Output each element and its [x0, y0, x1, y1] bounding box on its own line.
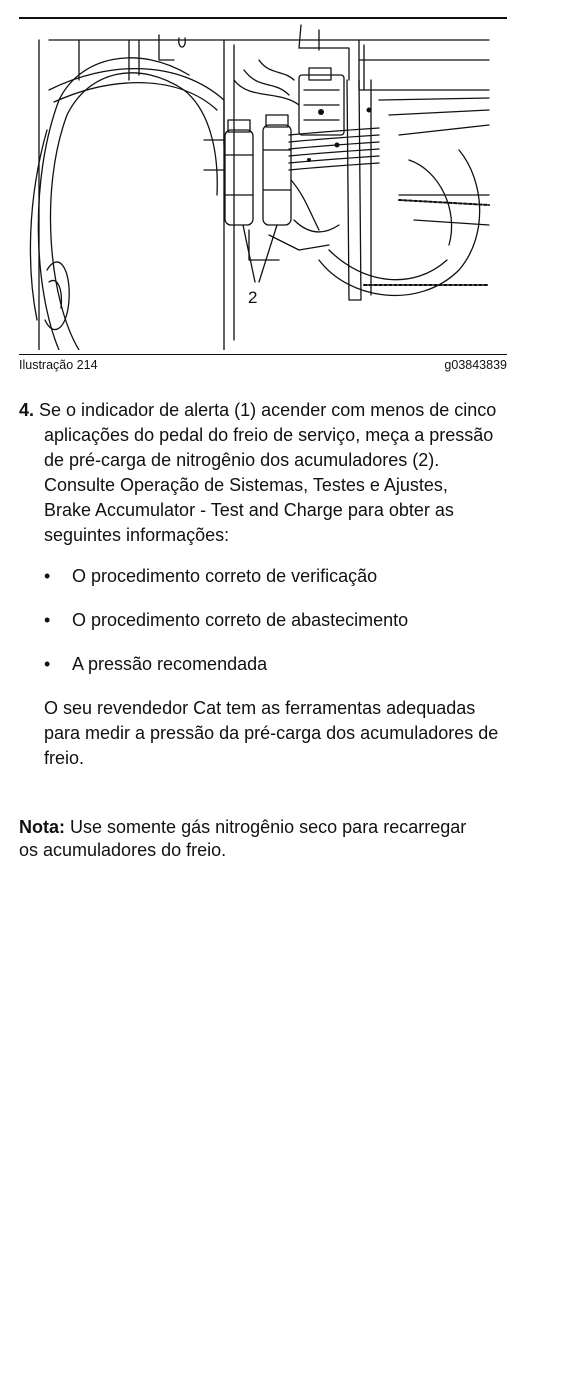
- callout-label-2: 2: [248, 288, 258, 307]
- list-item: [44, 608, 499, 633]
- step-paragraph: [19, 398, 499, 548]
- caption-rule: [19, 354, 507, 355]
- step-bullet-list: [44, 564, 499, 677]
- caption-label: Ilustração 214: [19, 358, 98, 372]
- step-number: 4.: [19, 400, 35, 420]
- bullet-text: A pressão recomendada: [72, 654, 268, 674]
- top-rule: [19, 17, 507, 19]
- bullet-icon: •: [44, 566, 51, 586]
- line-drawing: [19, 20, 507, 350]
- bullet-text: O procedimento correto de verificação: [72, 566, 378, 586]
- bullet-icon: •: [44, 610, 51, 630]
- figure-caption: [19, 358, 507, 374]
- bullet-text: O procedimento correto de abastecimento: [72, 610, 409, 630]
- step-text: Se o indicador de alerta (1) acender com menos de cinco aplicações do pedal do freio de serviço, meça a pressão de pré-carga de nitrogênio dos acumuladores (2). Consulte Operação de Sistemas, Testes e Ajustes, Brake Accumulator - Test and Charge para obter as seguintes informações:: [39, 400, 497, 545]
- list-item: [44, 564, 499, 589]
- note-block: [19, 816, 489, 862]
- note-text: Use somente gás nitrogênio seco para recarregar os acumuladores do freio.: [19, 817, 467, 860]
- bullet-icon: •: [44, 654, 51, 674]
- step-followup: O seu revendedor Cat tem as ferramentas adequadas para medir a pressão da pré-carga dos acumuladores de freio.: [44, 698, 499, 768]
- caption-code: g03843839: [444, 358, 507, 372]
- note-label: Nota:: [19, 817, 65, 837]
- list-item: [44, 652, 499, 677]
- illustration-accumulators: [19, 20, 507, 350]
- procedure-step-4: [19, 398, 499, 771]
